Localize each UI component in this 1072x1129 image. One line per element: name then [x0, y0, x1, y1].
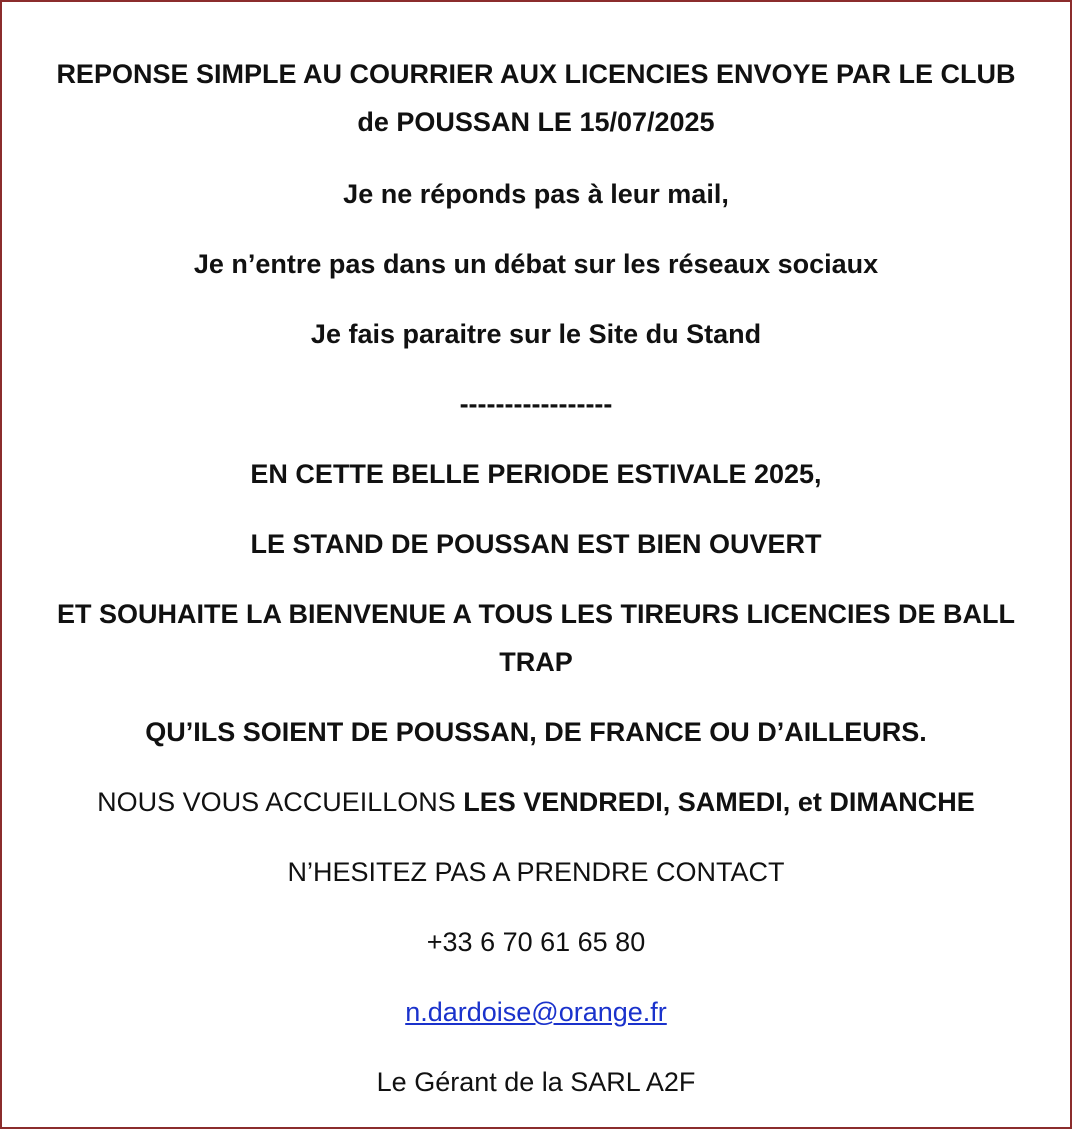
- line-welcome: ET SOUHAITE LA BIENVENUE A TOUS LES TIREURS LICENCIES DE BALL TRAP: [56, 599, 1016, 677]
- line-open: LE STAND DE POUSSAN EST BIEN OUVERT: [250, 529, 822, 559]
- line-contact: N’HESITEZ PAS A PRENDRE CONTACT: [287, 857, 785, 887]
- line-days-prefix: NOUS VOUS ACCUEILLONS: [97, 787, 464, 817]
- document-body: [42, 50, 1030, 1128]
- phone-number: +33 6 70 61 65 80: [426, 927, 646, 957]
- line-site: Je fais paraitre sur le Site du Stand: [310, 319, 762, 349]
- line-days-bold: LES VENDREDI, SAMEDI, et DIMANCHE: [463, 787, 975, 817]
- document-title: REPONSE SIMPLE AU COURRIER AUX LICENCIES ENVOYE PAR LE CLUB de POUSSAN LE 15/07/2025: [56, 59, 1016, 137]
- email-line: [42, 988, 1030, 1036]
- line-period: EN CETTE BELLE PERIODE ESTIVALE 2025,: [250, 459, 822, 489]
- line-origin: QU’ILS SOIENT DE POUSSAN, DE FRANCE OU D’AILLEURS.: [145, 717, 927, 747]
- line-days: [42, 778, 1030, 826]
- line-no-mail: Je ne réponds pas à leur mail,: [343, 179, 729, 209]
- separator-line: -----------------: [459, 389, 613, 419]
- email-link[interactable]: n.dardoise@orange.fr: [405, 997, 667, 1027]
- line-no-debate: Je n’entre pas dans un débat sur les réseaux sociaux: [193, 249, 879, 279]
- signature: Le Gérant de la SARL A2F: [376, 1067, 696, 1097]
